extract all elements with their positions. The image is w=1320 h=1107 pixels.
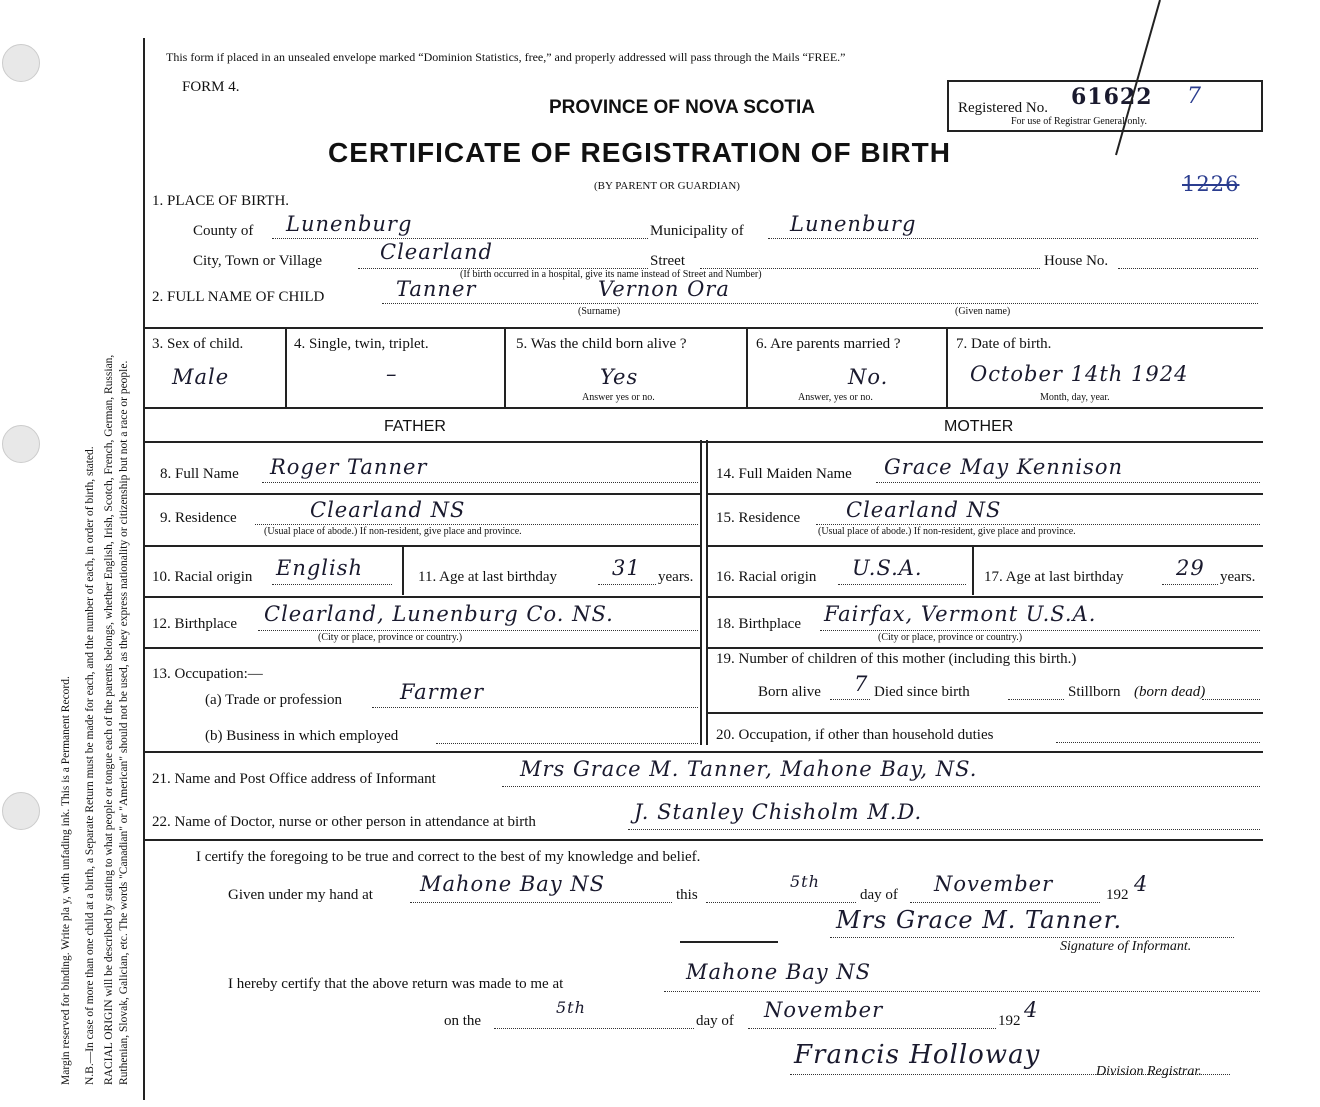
dob-label: 7. Date of birth.	[956, 336, 1052, 352]
house-label: House No.	[1044, 253, 1109, 269]
rule-father-10-div	[402, 545, 404, 595]
father-racial-value: English	[276, 556, 364, 580]
hospital-note: (If birth occurred in a hospital, give its name instead of Street and Number)	[460, 269, 762, 280]
registrar-day: 5th	[556, 998, 586, 1017]
father-racial-label: 10. Racial origin	[152, 569, 253, 585]
rule-row3-top	[143, 327, 1263, 329]
mother-occupation-line	[1056, 742, 1260, 743]
given-name-caption: (Given name)	[955, 306, 1011, 317]
rule-mother-15	[706, 545, 1263, 547]
street-label: Street	[650, 253, 685, 269]
informant-line	[502, 786, 1260, 787]
certificate-title: CERTIFICATE OF REGISTRATION OF BIRTH	[328, 137, 951, 168]
form-number: FORM 4.	[182, 79, 240, 95]
municipality-line	[768, 238, 1258, 239]
given-day: 5th	[790, 872, 820, 891]
mother-residence-line	[816, 524, 1260, 525]
given-month: November	[934, 872, 1054, 896]
form-left-border	[143, 38, 145, 1100]
day-of-label: day of	[860, 887, 898, 903]
mother-birthplace-caption: (City or place, province or country.)	[878, 632, 1023, 643]
child-name-line	[382, 303, 1258, 304]
mother-name-value: Grace May Kennison	[884, 455, 1124, 479]
province-heading: PROVINCE OF NOVA SCOTIA	[549, 97, 816, 118]
father-occupation-label: 13. Occupation:—	[152, 666, 263, 682]
sex-label: 3. Sex of child.	[152, 336, 244, 352]
informant-signature: Mrs Grace M. Tanner.	[836, 906, 1123, 934]
margin-racial-note-2: Ruthenian, Slovak, Galician, etc. The words "Canadian" or "American" should not be used, as they express nationality or citizenship but not a race or people.	[118, 360, 130, 1085]
certify-text: I certify the foregoing to be true and correct to the best of my knowledge and belief.	[196, 849, 701, 865]
mother-residence-label: 15. Residence	[716, 510, 801, 526]
registered-suffix: 7	[1187, 84, 1202, 109]
given-place-line	[410, 902, 672, 903]
rule-certification-top	[143, 839, 1263, 841]
doctor-value: J. Stanley Chisholm M.D.	[634, 800, 923, 824]
mother-occupation-label: 20. Occupation, if other than household duties	[716, 727, 994, 743]
child-given-name: Vernon Ora	[598, 277, 730, 301]
child-name-label: 2. FULL NAME OF CHILD	[152, 289, 325, 305]
city-value: Clearland	[380, 240, 493, 264]
rule-father-9	[143, 545, 700, 547]
mother-racial-value: U.S.A.	[852, 556, 923, 580]
rule-mother-14	[706, 493, 1263, 495]
rule-parents-divider	[700, 440, 702, 745]
registered-number: 61622	[1071, 84, 1153, 110]
died-line	[1008, 699, 1064, 700]
married-label: 6. Are parents married ?	[756, 336, 901, 352]
stillborn-label: Stillborn	[1068, 684, 1121, 700]
city-label: City, Town or Village	[193, 253, 323, 269]
mother-heading: MOTHER	[944, 418, 1014, 435]
doctor-line	[628, 829, 1260, 830]
born-alive-label: Born alive	[758, 684, 821, 700]
registered-box	[947, 80, 1263, 132]
county-value: Lunenburg	[286, 212, 413, 236]
registered-label: Registered No.	[958, 100, 1048, 116]
informant-label: 21. Name and Post Office address of Informant	[152, 771, 436, 787]
rule-mother-18	[706, 647, 1263, 649]
rule-row3-div3	[746, 327, 748, 407]
registrar-year-prefix: 192	[998, 1013, 1021, 1029]
father-trade-line	[372, 707, 698, 708]
rule-father-12	[143, 647, 700, 649]
informant-value: Mrs Grace M. Tanner, Mahone Bay, NS.	[520, 757, 978, 781]
married-value: No.	[848, 365, 889, 389]
father-name-label: 8. Full Name	[160, 466, 239, 482]
registrar-day-line	[494, 1028, 694, 1029]
margin-number: 1226	[1182, 172, 1240, 196]
died-label: Died since birth	[874, 684, 970, 700]
father-trade-value: Farmer	[400, 680, 485, 704]
registrar-month: November	[764, 998, 884, 1022]
father-age-unit: years.	[658, 569, 694, 585]
given-year-suffix: 4	[1134, 872, 1149, 896]
father-age-line	[598, 584, 656, 585]
mother-name-label: 14. Full Maiden Name	[716, 466, 852, 482]
stillborn-line	[1202, 699, 1260, 700]
rule-mother-16-div	[972, 545, 974, 595]
rule-parents-top	[143, 407, 1263, 409]
mother-residence-value: Clearland NS	[846, 498, 1002, 522]
father-birthplace-value: Clearland, Lunenburg Co. NS.	[264, 602, 614, 626]
dob-caption: Month, day, year.	[1040, 392, 1110, 403]
registrar-caption: Division Registrar.	[1096, 1064, 1202, 1079]
alive-value: Yes	[600, 365, 639, 389]
father-trade-label: (a) Trade or profession	[205, 692, 343, 708]
rule-parents-divider-2	[706, 440, 708, 745]
father-business-line	[436, 743, 698, 744]
mother-age-line	[1162, 584, 1218, 585]
municipality-value: Lunenburg	[790, 212, 917, 236]
registrar-day-of: day of	[696, 1013, 734, 1029]
father-age-value: 31	[612, 556, 641, 580]
mother-residence-caption: (Usual place of abode.) If non-resident, give place and province.	[818, 526, 1076, 537]
father-heading: FATHER	[384, 418, 446, 435]
alive-caption: Answer yes or no.	[582, 392, 655, 403]
father-birthplace-label: 12. Birthplace	[152, 616, 237, 632]
plurality-value: –	[386, 362, 398, 386]
rule-parents-heading	[143, 441, 1263, 443]
certificate-subtitle: (BY PARENT OR GUARDIAN)	[594, 180, 740, 192]
punch-hole-bottom	[2, 792, 40, 830]
registrar-place: Mahone Bay NS	[686, 960, 872, 984]
father-birthplace-caption: (City or place, province or country.)	[318, 632, 463, 643]
rule-row3-div2	[504, 327, 506, 407]
mail-notice: This form if placed in an unsealed envelope marked “Dominion Statistics, free,” and properly addressed will pass through the Mails “FREE.”	[166, 50, 846, 64]
punch-hole-middle	[2, 425, 40, 463]
registrar-year-suffix: 4	[1024, 998, 1039, 1022]
informant-sig-caption: Signature of Informant.	[1060, 939, 1192, 954]
given-label: Given under my hand at	[228, 887, 373, 903]
this-label: this	[676, 887, 698, 903]
on-the-label: on the	[444, 1013, 482, 1029]
margin-binding-note: Margin reserved for binding. Write pla y, with unfading ink. This is a Permanent Record.	[60, 676, 72, 1085]
house-line	[1118, 268, 1258, 269]
surname-caption: (Surname)	[578, 306, 621, 317]
father-name-value: Roger Tanner	[270, 455, 428, 479]
born-alive-value: 7	[854, 672, 869, 696]
registrar-note: For use of Registrar General only.	[1011, 116, 1147, 127]
municipality-label: Municipality of	[650, 223, 744, 239]
registrar-month-line	[748, 1028, 996, 1029]
mother-racial-label: 16. Racial origin	[716, 569, 817, 585]
rule-informant-top	[143, 751, 1263, 753]
mother-name-line	[876, 482, 1260, 483]
registrar-place-line	[664, 991, 1260, 992]
sex-value: Male	[172, 365, 230, 389]
rule-father-10	[143, 596, 700, 598]
father-age-label: 11. Age at last birthday	[418, 569, 557, 585]
given-month-line	[910, 902, 1100, 903]
rule-short-divider	[680, 941, 778, 943]
mother-children-label: 19. Number of children of this mother (including this birth.)	[716, 651, 1077, 667]
mother-age-unit: years.	[1220, 569, 1256, 585]
mother-age-label: 17. Age at last birthday	[984, 569, 1124, 585]
father-residence-line	[255, 524, 698, 525]
rule-mother-19	[706, 712, 1263, 714]
punch-hole-top	[2, 44, 40, 82]
county-label: County of	[193, 223, 254, 239]
mother-birthplace-label: 18. Birthplace	[716, 616, 801, 632]
margin-nb-note: N.B.—In case of more than one child at a birth, a Separate Return must be made for each, and the number of each, in order of birth, stated.	[84, 446, 96, 1085]
father-residence-label: 9. Residence	[160, 510, 237, 526]
given-year-prefix: 192	[1106, 887, 1129, 903]
father-birthplace-line	[258, 630, 698, 631]
child-surname: Tanner	[396, 277, 477, 301]
rule-row3-div4	[946, 327, 948, 407]
rule-mother-16	[706, 596, 1263, 598]
rule-row3-div1	[285, 327, 287, 407]
stillborn-note: (born dead)	[1134, 684, 1206, 700]
plurality-label: 4. Single, twin, triplet.	[294, 336, 429, 352]
mother-birthplace-value: Fairfax, Vermont U.S.A.	[824, 602, 1097, 626]
registrar-signature: Francis Holloway	[794, 1040, 1041, 1070]
given-place: Mahone Bay NS	[420, 872, 606, 896]
mother-racial-line	[838, 584, 966, 585]
father-business-label: (b) Business in which employed	[205, 728, 399, 744]
registrar-check-stroke	[1108, 0, 1168, 160]
father-racial-line	[272, 584, 392, 585]
father-name-line	[262, 482, 698, 483]
father-residence-caption: (Usual place of abode.) If non-resident, give place and province.	[264, 526, 522, 537]
mother-birthplace-line	[820, 630, 1260, 631]
rule-father-8	[143, 493, 700, 495]
dob-value: October 14th 1924	[970, 362, 1189, 386]
margin-racial-note-1: RACIAL ORIGIN will be described by stating to what people or tongue each of the parents belongs, whether English, Irish, Scotch, French, German, Russian,	[103, 354, 115, 1085]
father-residence-value: Clearland NS	[310, 498, 466, 522]
informant-signature-line	[830, 937, 1234, 938]
alive-label: 5. Was the child born alive ?	[516, 336, 687, 352]
born-alive-line	[830, 699, 870, 700]
registrar-text: I hereby certify that the above return was made to me at	[228, 976, 564, 992]
given-day-line	[706, 902, 856, 903]
county-line	[272, 238, 648, 239]
doctor-label: 22. Name of Doctor, nurse or other person in attendance at birth	[152, 814, 536, 830]
mother-age-value: 29	[1176, 556, 1205, 580]
place-of-birth-heading: 1. PLACE OF BIRTH.	[152, 193, 290, 209]
married-caption: Answer, yes or no.	[798, 392, 873, 403]
